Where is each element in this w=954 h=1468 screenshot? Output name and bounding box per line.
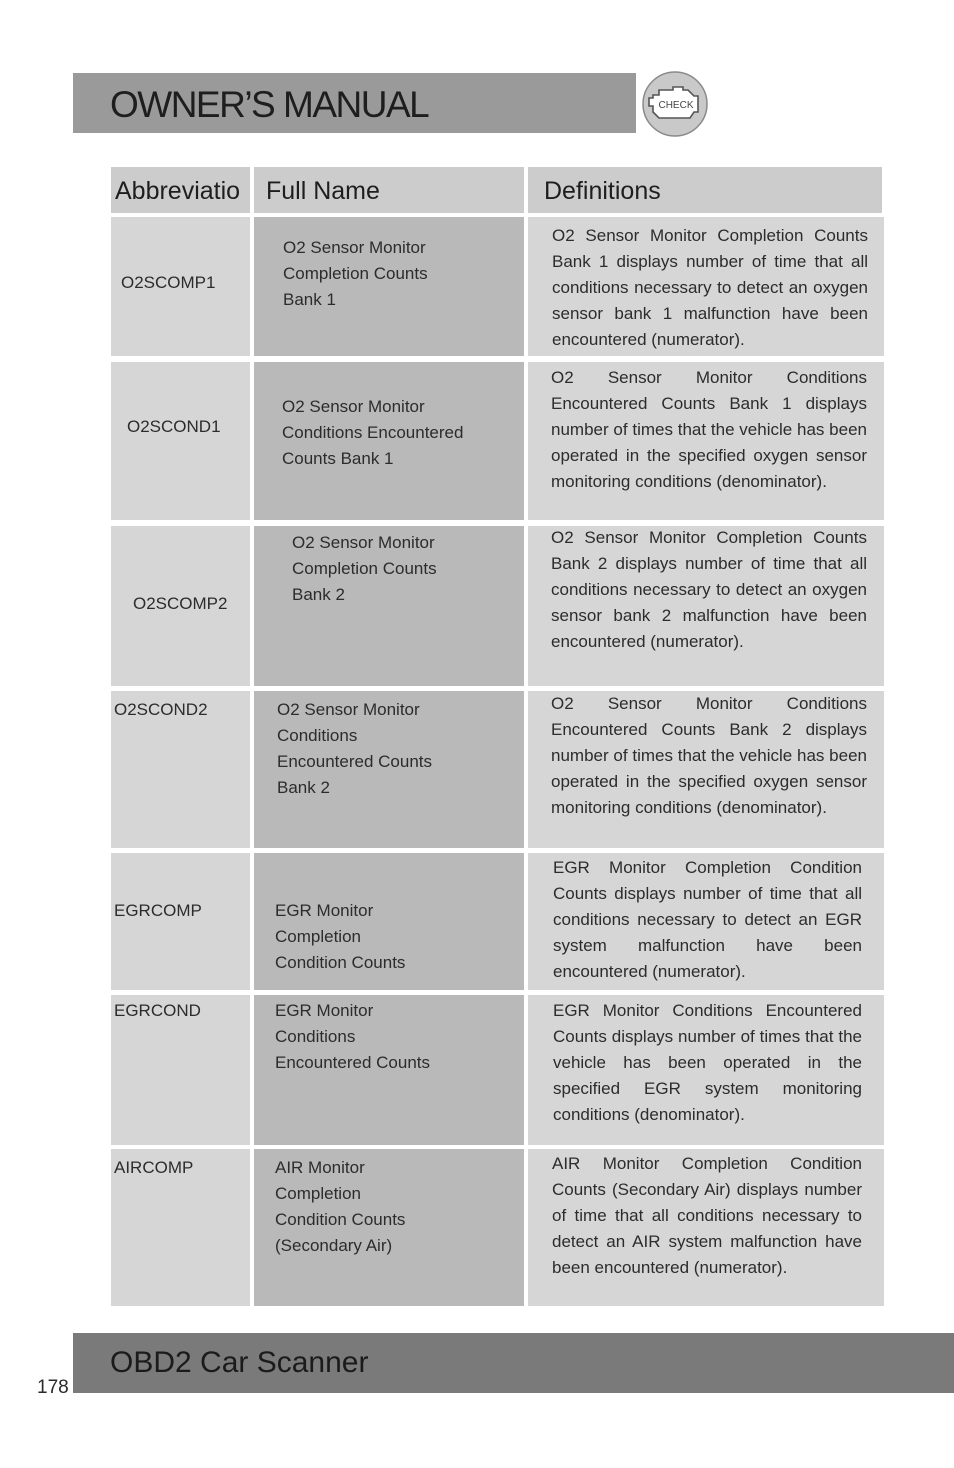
abbr-text: AIRCOMP [114, 1158, 194, 1177]
definition-text: O2 Sensor Monitor Completion Counts Bank 1 displays number of time that all conditions necessary to detect an oxygen sensor bank 1 malfunction have been encountered (numerator). [552, 226, 868, 349]
full-name-text: EGR Monitor Completion Condition Counts [275, 901, 406, 972]
full-name-text: O2 Sensor Monitor Completion Counts Bank 2 [292, 533, 437, 604]
abbr-text: O2SCOND2 [114, 700, 208, 719]
abbr-text: O2SCOND1 [127, 417, 221, 436]
table-row-abbr-cell [111, 362, 250, 520]
definition-text: AIR Monitor Completion Condition Counts (Secondary Air) displays number of time that all conditions necessary to detect an AIR system malfunction have been encountered (numerator). [552, 1154, 862, 1277]
abbr-text: O2SCOMP1 [121, 273, 216, 292]
definition-text: O2 Sensor Monitor Completion Counts Bank 2 displays number of time that all conditions necessary to detect an oxygen sensor bank 2 malfunction have been encountered (numerator). [551, 528, 867, 651]
column-header-full-name: Full Name [254, 167, 524, 213]
abbr-text: EGRCOND [114, 1001, 201, 1020]
column-header-abbreviation: Abbreviatio [111, 167, 250, 213]
definition-text: O2 Sensor Monitor Conditions Encountered Counts Bank 1 displays number of times that the vehicle has been operated in the specified oxygen sensor monitoring conditions (denominator). [551, 368, 867, 491]
definition-text: EGR Monitor Completion Condition Counts displays number of time that all conditions necessary to detect an EGR system malfunction have been encountered (numerator). [553, 858, 862, 981]
page-number: 178 [37, 1377, 69, 1398]
full-name-text: EGR Monitor Conditions Encountered Counts [275, 1001, 430, 1072]
check-engine-icon [642, 71, 708, 137]
definition-text: EGR Monitor Conditions Encountered Counts displays number of times that the vehicle has been operated in the specified EGR system monitoring conditions (denominator). [553, 1001, 862, 1124]
full-name-text: O2 Sensor Monitor Conditions Encountered Counts Bank 2 [277, 700, 432, 797]
definition-text: O2 Sensor Monitor Conditions Encountered Counts Bank 2 displays number of times that the vehicle has been operated in the specified oxygen sensor monitoring conditions (denominator). [551, 694, 867, 817]
column-header-definitions: Definitions [528, 167, 882, 213]
check-label: CHECK [658, 100, 694, 111]
footer-title: OBD2 Car Scanner [110, 1346, 369, 1379]
full-name-text: AIR Monitor Completion Condition Counts (Secondary Air) [275, 1158, 406, 1255]
full-name-text: O2 Sensor Monitor Completion Counts Bank 1 [283, 238, 428, 309]
abbr-text: O2SCOMP2 [133, 594, 228, 613]
abbr-text: EGRCOMP [114, 901, 202, 920]
page-title: OWNER’S MANUAL [110, 84, 429, 125]
full-name-text: O2 Sensor Monitor Conditions Encountered Counts Bank 1 [282, 397, 464, 468]
